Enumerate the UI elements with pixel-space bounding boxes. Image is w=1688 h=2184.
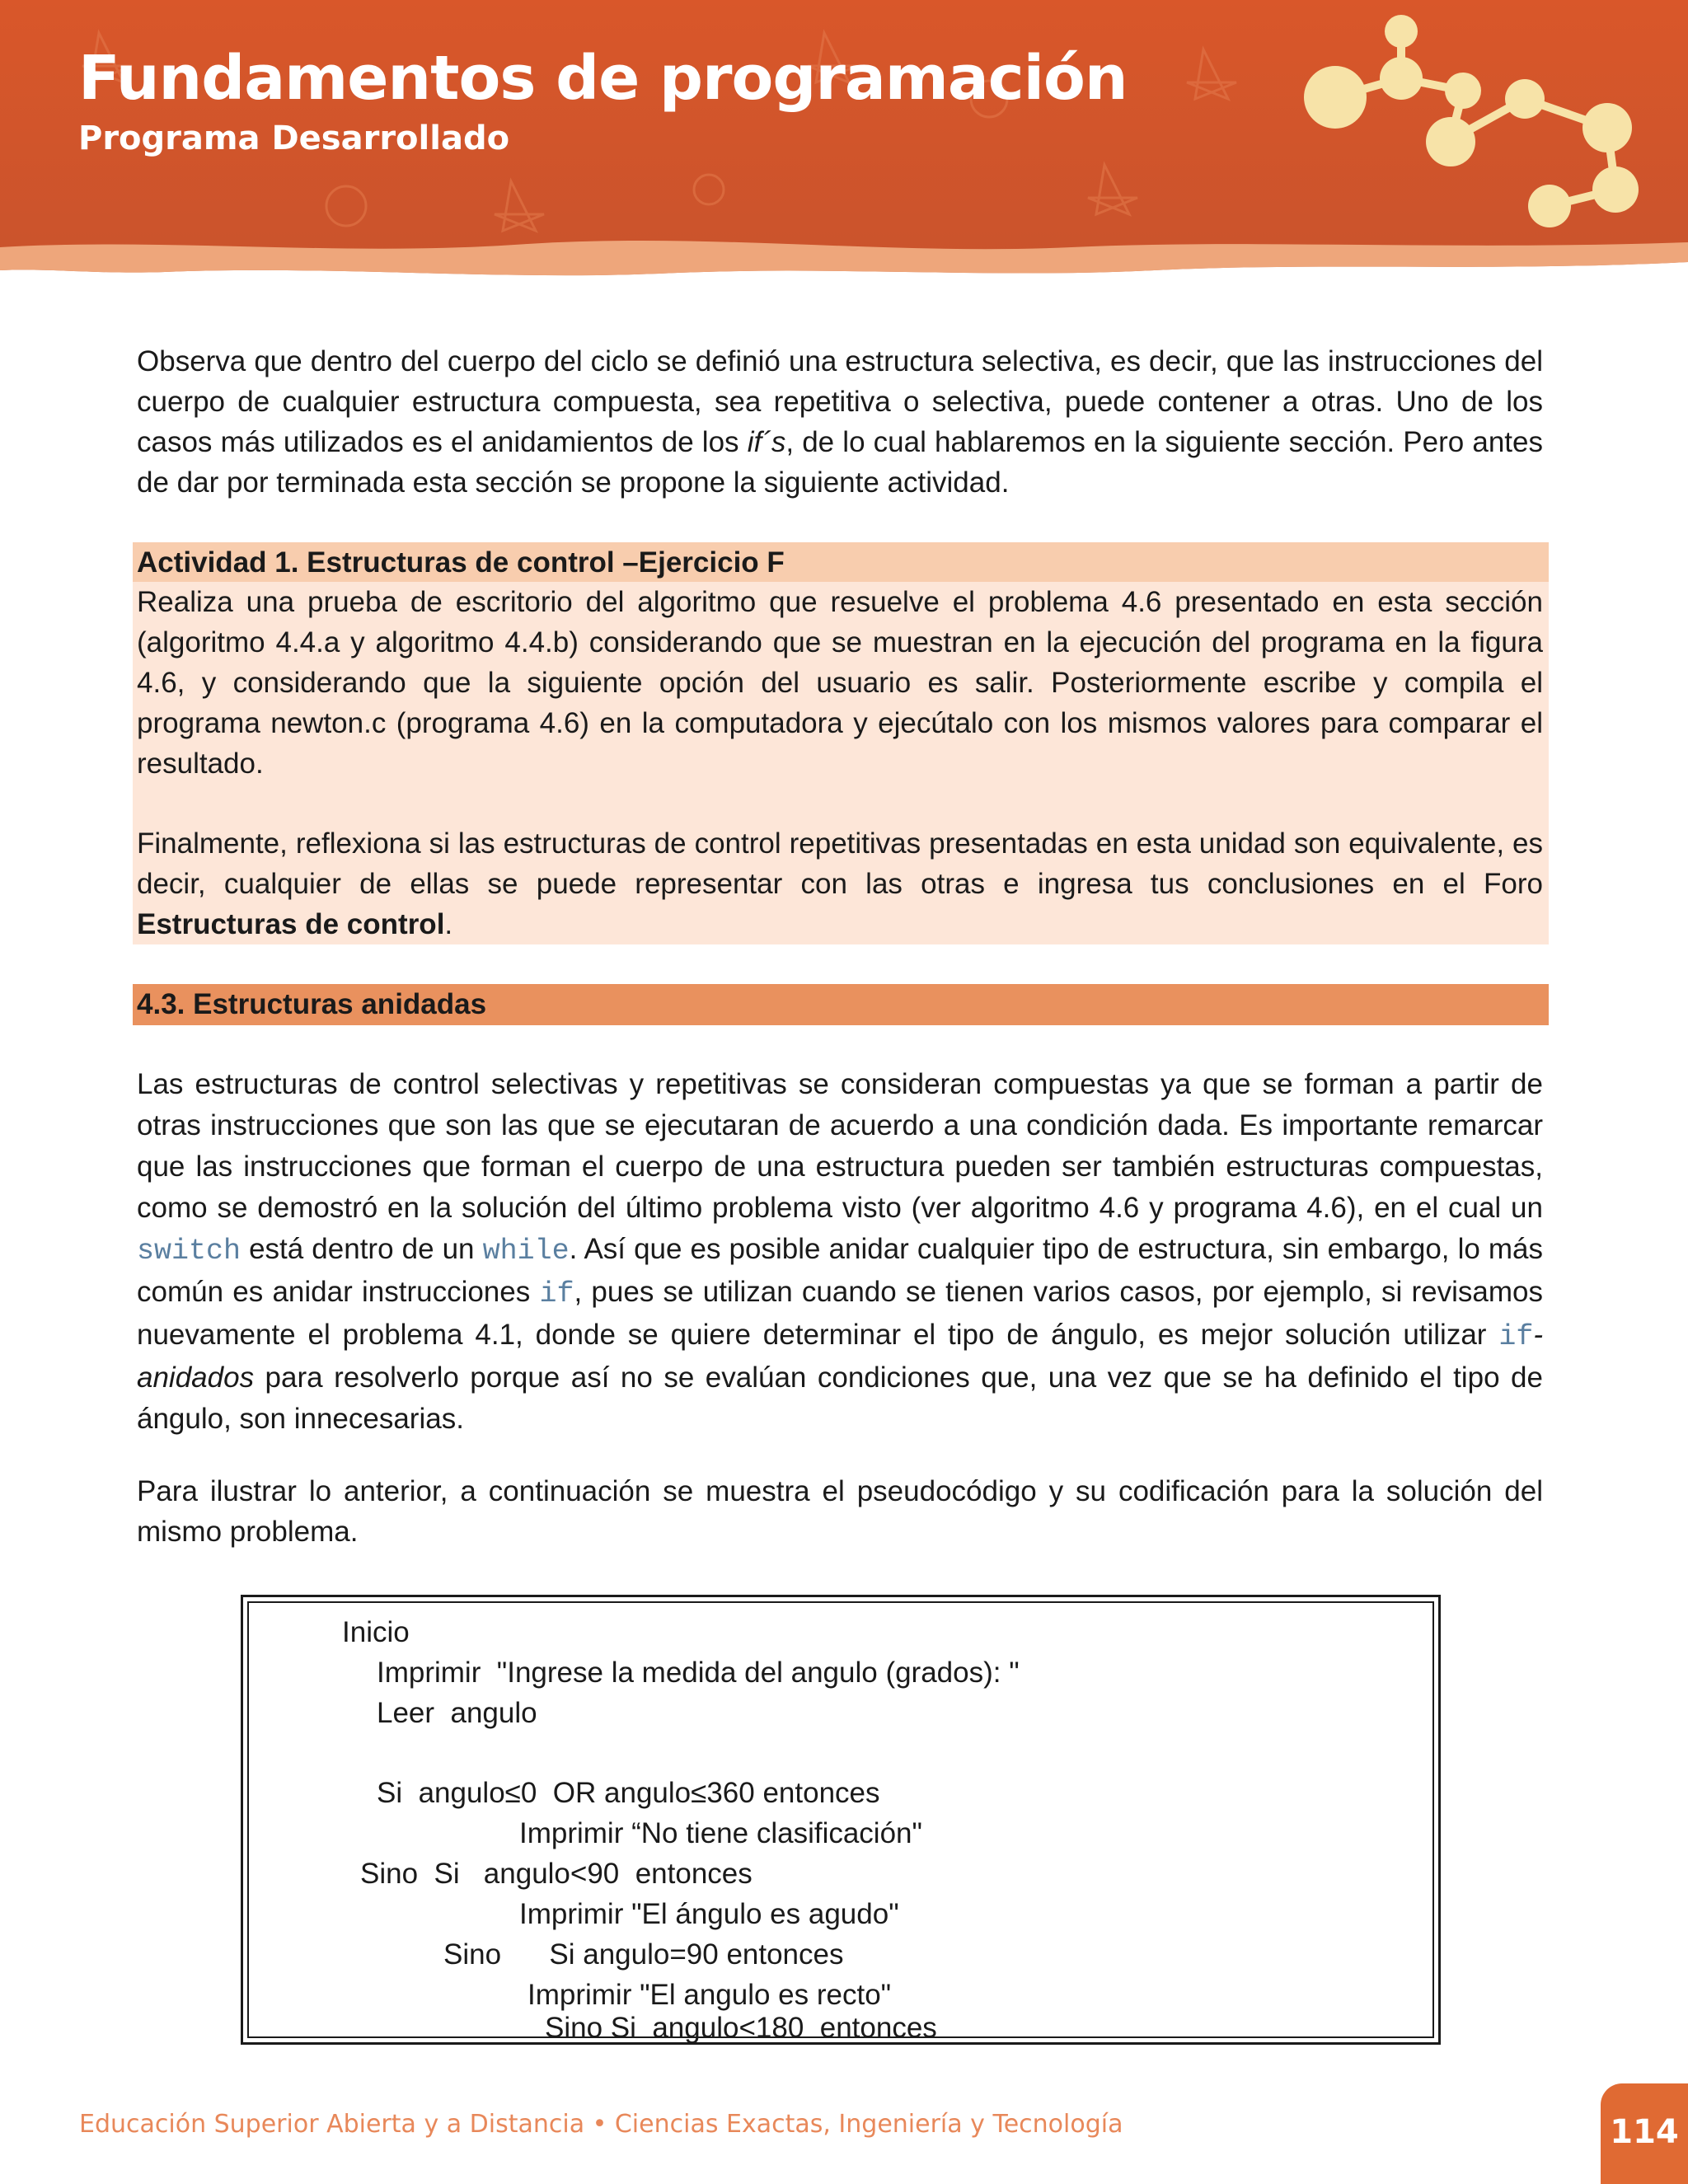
section-heading-bar — [133, 984, 1549, 1025]
section-text-a: Las estructuras de control selectivas y repetitivas se consideran compuestas ya que se forman a partir de otras instrucciones que son las que se ejecutaran de acuerdo a una condición dada. Es importante remarcar que las instrucciones que forman el cuerpo de una estructura pueden ser también estructuras compuestas, como se demostró en la solución del último problema visto (ver algoritmo 4.6 y programa 4.6), en el cual un — [137, 1068, 1543, 1224]
pseudocode-line: Inicio — [342, 1616, 410, 1648]
document-subtitle: Programa Desarrollado — [78, 120, 510, 157]
section-emphasis: -anidados — [137, 1319, 1543, 1394]
activity-paragraph-2 — [137, 823, 1543, 944]
pseudocode-line: Imprimir "El ángulo es agudo" — [519, 1898, 899, 1930]
pseudocode-line: Imprimir "Ingrese la medida del angulo (grados): " — [377, 1657, 1020, 1689]
code-while: while — [482, 1235, 570, 1268]
intro-emphasis: if´s — [747, 426, 786, 458]
pseudocode-box — [241, 1595, 1441, 2045]
pseudocode-line: Imprimir “No tiene clasificación" — [519, 1817, 922, 1849]
forum-name: Estructuras de control — [137, 908, 445, 940]
intro-text-2: , de lo cual hablaremos en la siguiente sección. Pero antes de dar por terminada esta sección se propone la siguiente actividad. — [137, 426, 1543, 499]
intro-text-1: Observa que dentro del cuerpo del ciclo se definió una estructura selectiva, es decir, que las instrucciones del cuerpo de cualquier estructura compuesta, sea repetitiva o selectiva, puede contener a otras. Uno de los casos más utilizados es el anidamientos de los — [137, 345, 1543, 458]
activity-paragraph-1: Realiza una prueba de escritorio del algoritmo que resuelve el problema 4.6 presentado en esta sección (algoritmo 4.4.a y algoritmo 4.4.b) considerando que se muestran en la ejecución del programa en la figura 4.6, y considerando que la siguiente opción del usuario es salir. Posteriormente escribe y compila el programa newton.c (programa 4.6) en la computadora y ejecútalo con los mismos valores para comparar el resultado. — [137, 586, 1543, 780]
code-switch: switch — [137, 1235, 241, 1268]
pseudocode-line: Si angulo≤0 OR angulo≤360 entonces — [377, 1777, 880, 1809]
document-title: Fundamentos de programación — [78, 43, 1128, 114]
section-text-d: , pues se utilizan cuando se tienen varios casos, por ejemplo, si revisamos nuevamente el problema 4.1, donde se quiere determinar el tipo de ángulo, es mejor solución utilizar — [137, 1276, 1544, 1351]
section-text-c: . Así que es posible anidar cualquier tipo de estructura, sin embargo, lo más común es anidar instrucciones — [137, 1233, 1543, 1308]
section-paragraph-1 — [137, 1064, 1543, 1440]
page-number: 114 — [1610, 2113, 1679, 2151]
footer-text: Educación Superior Abierta y a Distancia • Ciencias Exactas, Ingeniería y Tecnología — [79, 2110, 1123, 2139]
section-paragraph-2: Para ilustrar lo anterior, a continuación se muestra el pseudocódigo y su codificación para la solución del mismo problema. — [137, 1475, 1543, 1548]
section-text-e: para resolverlo porque así no se evalúan condiciones que, una vez que se ha definido el tipo de ángulo, son innecesarias. — [137, 1361, 1543, 1435]
page-number-tab — [1601, 2083, 1688, 2184]
activity-box — [133, 542, 1549, 944]
pseudocode-line: Sino Si angulo<180 entonces — [545, 2012, 937, 2044]
intro-paragraph — [137, 341, 1543, 503]
code-if-2: if — [1498, 1320, 1534, 1353]
activity-text-end: . — [444, 908, 453, 940]
pseudocode-line: Leer angulo — [377, 1697, 537, 1729]
activity-heading: Actividad 1. Estructuras de control –Ejercicio F — [137, 546, 785, 579]
activity-text: Finalmente, reflexiona si las estructuras de control repetitivas presentadas en esta unidad son equivalente, es decir, cualquier de ellas se puede representar con las otras e ingresa tus conclusiones en el Foro — [137, 827, 1543, 900]
header-banner — [0, 0, 1688, 297]
section-text-b: está dentro de un — [241, 1233, 483, 1265]
code-if: if — [539, 1277, 574, 1310]
pseudocode-line: Imprimir "El angulo es recto" — [528, 1979, 892, 2011]
section-heading: 4.3. Estructuras anidadas — [137, 988, 487, 1020]
activity-heading-bar — [133, 542, 1549, 582]
pseudocode-line: Sino Si angulo=90 entonces — [443, 1938, 844, 1971]
pseudocode-line: Sino Si angulo<90 entonces — [360, 1858, 753, 1890]
